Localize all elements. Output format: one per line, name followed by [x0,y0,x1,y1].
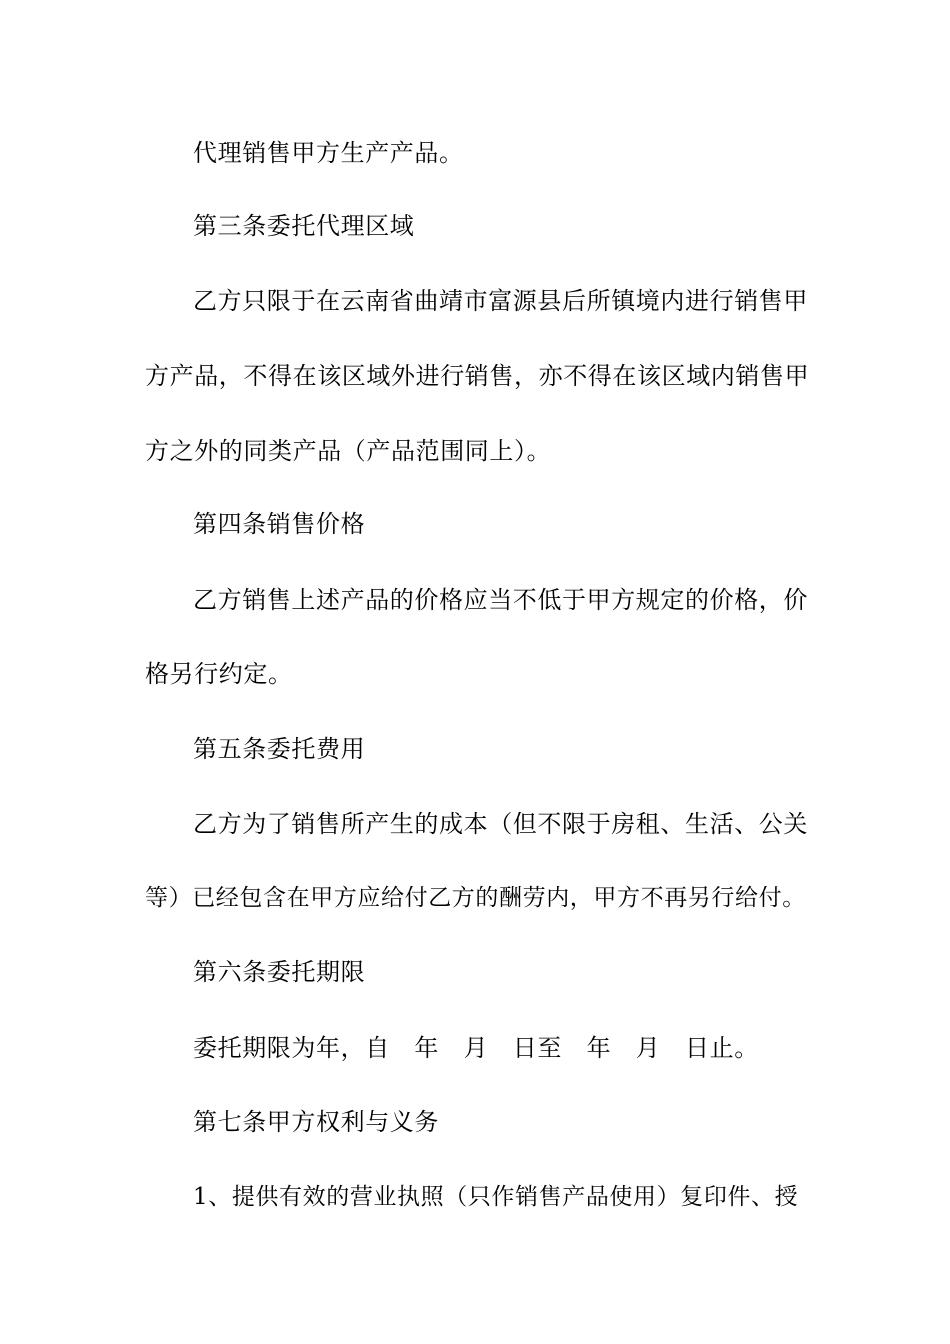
section-heading: 第三条委托代理区域 [193,212,415,240]
section-heading: 第七条甲方权利与义务 [193,1108,439,1136]
section-heading: 第六条委托期限 [193,958,366,986]
section-heading: 第四条销售价格 [193,510,366,538]
text-line: 代理销售甲方生产产品。 [193,139,464,167]
text-line: 乙方只限于在云南省曲靖市富源县后所镇境内进行销售甲 [193,287,808,315]
text-line: 乙方为了销售所产生的成本（但不限于房租、生活、公关 [193,810,808,838]
text-line: 方之外的同类产品（产品范围同上）。 [145,437,552,465]
text-line: 1、提供有效的营业执照（只作销售产品使用）复印件、授 [193,1184,799,1210]
text-line: 格另行约定。 [145,660,293,688]
text-line: 乙方销售上述产品的价格应当不低于甲方规定的价格，价 [193,586,808,614]
text-line: 等）已经包含在甲方应给付乙方的酬劳内，甲方不再另行给付。 [145,885,806,911]
text-line: 方产品，不得在该区域外进行销售，亦不得在该区域内销售甲 [145,362,810,390]
section-heading: 第五条委托费用 [193,735,366,763]
text-line: 委托期限为年，自 年 月 日至 年 月 日止。 [193,1034,759,1062]
